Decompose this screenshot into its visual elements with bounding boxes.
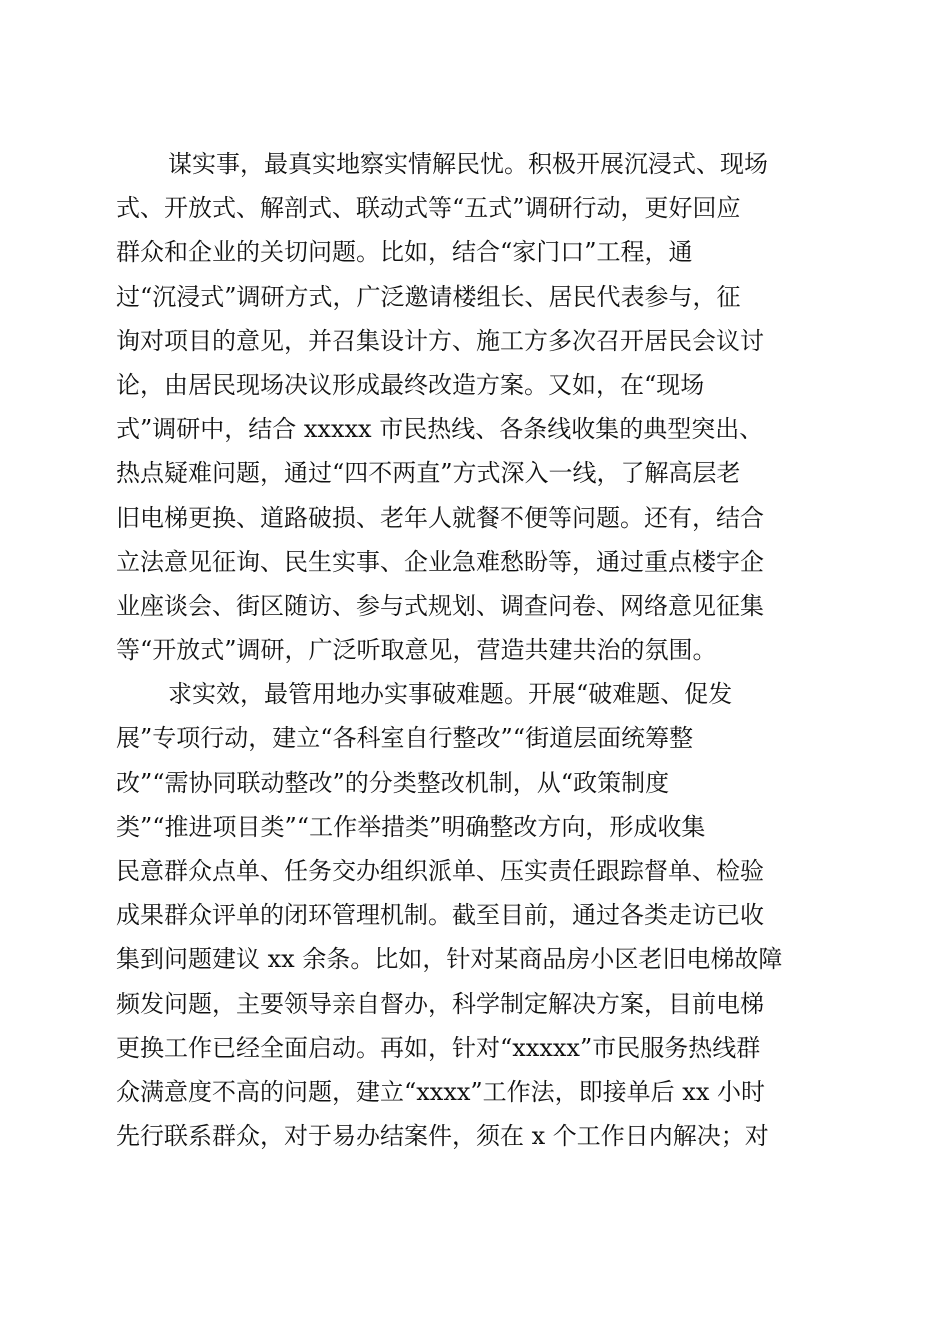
text-line: 改”“需协同联动整改”的分类整改机制，从“政策制度 <box>116 768 670 797</box>
body-text <box>116 142 826 1158</box>
text-line: 成果群众评单的闭环管理机制。截至目前，通过各类走访已收 <box>116 901 764 930</box>
text-line: 立法意见征询、民生实事、企业急难愁盼等，通过重点楼宇企 <box>116 547 764 576</box>
text-line: 群众和企业的关切问题。比如，结合“家门口”工程，通 <box>116 238 693 267</box>
text-line: 先行联系群众，对于易办结案件，须在 x 个工作日内解决；对 <box>116 1122 769 1151</box>
text-line: 频发问题，主要领导亲自督办，科学制定解决方案，目前电梯 <box>116 989 764 1018</box>
text-line: 众满意度不高的问题，建立“xxxx”工作法，即接单后 xx 小时 <box>116 1077 766 1106</box>
text-line: 求实效，最管用地办实事破难题。开展“破难题、促发 <box>168 680 733 709</box>
text-line: 等“开放式”调研，广泛听取意见，营造共建共治的氛围。 <box>116 636 717 665</box>
text-line: 式、开放式、解剖式、联动式等“五式”调研行动，更好回应 <box>116 194 741 223</box>
text-line: 询对项目的意见，并召集设计方、施工方多次召开居民会议讨 <box>116 326 764 355</box>
text-line: 类”“推进项目类”“工作举措类”明确整改方向，形成收集 <box>116 812 706 841</box>
text-line: 论，由居民现场决议形成最终改造方案。又如，在“现场 <box>116 370 705 399</box>
text-line: 展”专项行动，建立“各科室自行整改”“街道层面统筹整 <box>116 724 694 753</box>
text-line: 式”调研中，结合 xxxxx 市民热线、各条线收集的典型突出、 <box>116 415 764 444</box>
text-line: 旧电梯更换、道路破损、老年人就餐不便等问题。还有，结合 <box>116 503 764 532</box>
text-line: 谋实事，最真实地察实情解民忧。积极开展沉浸式、现场 <box>168 150 768 178</box>
text-line: 更换工作已经全面启动。再如，针对“xxxxx”市民服务热线群 <box>116 1033 761 1062</box>
text-line: 民意群众点单、任务交办组织派单、压实责任跟踪督单、检验 <box>116 857 764 885</box>
text-line: 热点疑难问题，通过“四不两直”方式深入一线，了解高层老 <box>116 459 741 488</box>
text-line: 业座谈会、街区随访、参与式规划、调查问卷、网络意见征集 <box>116 591 764 620</box>
text-line: 集到问题建议 xx 余条。比如，针对某商品房小区老旧电梯故障 <box>116 945 783 974</box>
text-line: 过“沉浸式”调研方式，广泛邀请楼组长、居民代表参与，征 <box>116 282 741 311</box>
